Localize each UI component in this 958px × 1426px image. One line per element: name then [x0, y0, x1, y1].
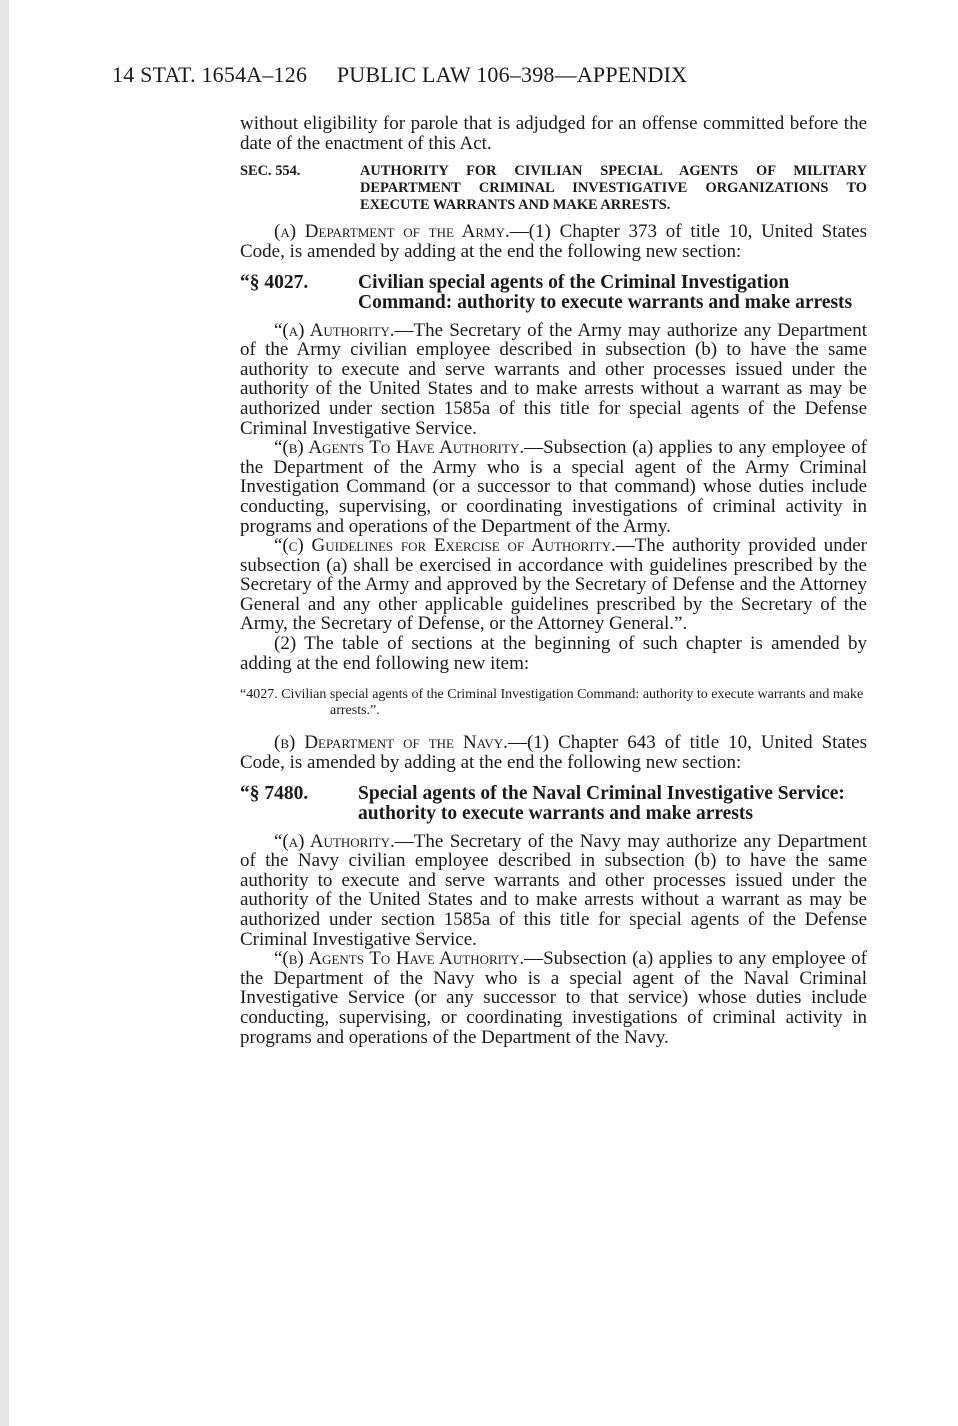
army-new-section-heading	[240, 273, 867, 312]
navy-b-label: “(b) Agents To Have Authority.	[274, 948, 525, 970]
navy-new-section-number: “§ 7480.	[240, 783, 309, 805]
army-lead-text: —(1) Chapter 373 of title 10, United States Code, is amended by adding at the end the following new section:	[240, 221, 867, 262]
page-body	[240, 114, 867, 1047]
navy-subsection-b	[240, 949, 867, 1047]
army-c-text: —The authority provided under subsection (a) shall be exercised in accordance with guidelines prescribed by the Secretary of the Army and approved by the Secretary of Defense and the Attorney General and any other applicable guidelines prescribed by the Secretary of the Army, the Secretary of Defense, or the Attorney General.”.	[240, 535, 867, 635]
page-edge-shadow	[0, 0, 9, 1426]
army-subsection-b	[240, 438, 867, 536]
army-new-section-number: “§ 4027.	[240, 272, 309, 294]
army-a-label: “(a) Authority.	[274, 319, 395, 341]
section-heading	[240, 163, 867, 214]
navy-lead-label: (b) Department of the Navy.	[274, 732, 508, 754]
army-lead-label: (a) Department of the Army.	[274, 221, 510, 243]
army-subsection-c	[240, 536, 867, 634]
army-b-label: “(b) Agents To Have Authority.	[274, 437, 525, 459]
army-subsection-a	[240, 321, 867, 439]
navy-a-text: —The Secretary of the Navy may authorize any Department of the Navy civilian employee described in subsection (b) to have the same authority to execute and serve warrants and other processes issued under the authority of the United States and to make arrests without a warrant as may be authorized under section 1585a of this title for special agents of the Defense Criminal Investigative Service.	[240, 830, 867, 950]
navy-a-label: “(a) Authority.	[274, 830, 395, 852]
section-title: AUTHORITY FOR CIVILIAN SPECIAL AGENTS OF MILITARY DEPARTMENT CRIMINAL INVESTIGATIVE ORGANIZATIONS TO EXECUTE WARRANTS AND MAKE ARRESTS.	[360, 163, 867, 214]
law-title: PUBLIC LAW 106–398—APPENDIX	[336, 62, 688, 87]
army-table-amendment: (2) The table of sections at the beginning of such chapter is amended by adding at the end following new item:	[240, 633, 867, 674]
navy-new-section-title: Special agents of the Naval Criminal Investigative Service: authority to execute warrants and make arrests	[358, 783, 845, 825]
navy-lead-text: —(1) Chapter 643 of title 10, United States Code, is amended by adding at the end the following new section:	[240, 732, 867, 773]
navy-new-section-heading	[240, 784, 867, 823]
army-a-text: —The Secretary of the Army may authorize any Department of the Army civilian employee described in subsection (b) to have the same authority to execute and serve warrants and other processes issued under the authority of the United States and to make arrests without a warrant as may be authorized under section 1585a of this title for special agents of the Defense Criminal Investigative Service.	[240, 319, 867, 439]
army-table-item: “4027. Civilian special agents of the Criminal Investigation Command: authority to execute warrants and make arrests.”.	[240, 687, 864, 719]
army-lead-paragraph	[240, 222, 867, 261]
navy-lead-paragraph	[240, 733, 867, 772]
continuation-paragraph: without eligibility for parole that is adjudged for an offense committed before the date of the enactment of this Act.	[240, 113, 867, 154]
statute-citation: 14 STAT. 1654A–126	[112, 62, 308, 87]
army-b-text: —Subsection (a) applies to any employee of the Department of the Army who is a special agent of the Army Criminal Investigation Command (or a successor to that command) whose duties include conducting, supervising, or coordinating investigations of criminal activity in programs and operations of the Department of the Army.	[240, 437, 867, 537]
army-new-section-title: Civilian special agents of the Criminal Investigation Command: authority to execute warrants and make arrests	[358, 272, 853, 313]
army-c-label: “(c) Guidelines for Exercise of Authority.	[274, 535, 616, 557]
page-header	[112, 62, 872, 88]
navy-b-text: —Subsection (a) applies to any employee of the Department of the Navy who is a special agent of the Naval Criminal Investigative Service (or any successor to that service) whose duties include conducting, supervising, or coordinating investigations of criminal activity in programs and operations of the Department of the Navy.	[240, 948, 867, 1048]
navy-subsection-a	[240, 832, 867, 950]
section-number: SEC. 554.	[240, 163, 301, 180]
